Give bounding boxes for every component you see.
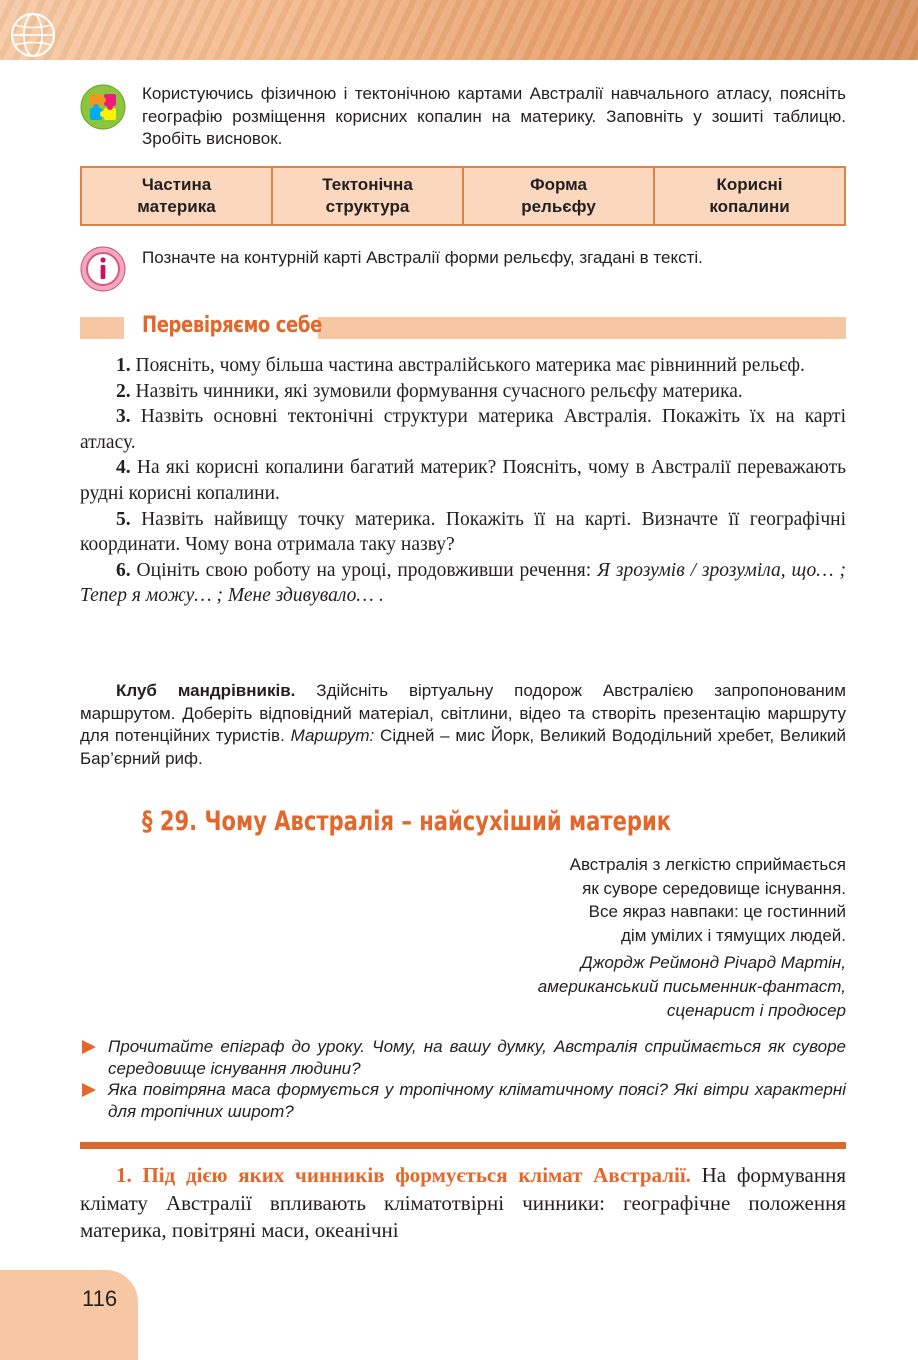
table-header-cell: Тектонічна структура xyxy=(272,167,463,225)
epigraph-author: сценарист і продюсер xyxy=(666,1000,846,1020)
route-text: Сідней – мис Йорк, Великий Вододільний хребет, Великий Бар’єрний риф. xyxy=(80,726,846,768)
page-number: 116 xyxy=(82,1286,118,1311)
arrow-bullet-icon xyxy=(82,1083,96,1097)
body-text: На формування клімату Австралії впливають кліматотвірні чинники: географічне положення материка, повітряні маси, океанічні xyxy=(80,1163,846,1242)
question-item: 2. Назвіть чинники, які зумовили формування сучасного рельєфу материка. xyxy=(116,380,743,402)
task-atlas-text: Користуючись фізичною і тектонічною картами Австралії навчального атласу, поясніть географію розміщення корисних копалин на материку. Заповніть у зошиті таблицю. Зробіть висновок. xyxy=(142,84,846,148)
section-title: Перевіряємо себе xyxy=(142,313,322,338)
section-bar-right xyxy=(318,317,846,339)
page-tab xyxy=(0,1270,138,1360)
map-texture xyxy=(0,0,918,60)
epigraph-author: американський письменник-фантаст, xyxy=(537,976,846,996)
minerals-table xyxy=(80,166,846,226)
subsection-heading: 1. Під дією яких чинників формується клімат Австралії. xyxy=(116,1163,691,1187)
table-header-cell: Частина материка xyxy=(81,167,272,225)
travelers-club xyxy=(80,680,846,770)
epigraph xyxy=(346,853,846,1022)
question-item: 5. Назвіть найвищу точку материка. Покажіть її на карті. Визначте її географічні координати. Чому вона отримала таку назву? xyxy=(80,508,847,556)
review-questions xyxy=(80,353,846,609)
list-item: Прочитайте епіграф до уроку. Чому, на вашу думку, Австралія сприймається як суворе середовище існування людини? xyxy=(80,1036,846,1079)
body-paragraph xyxy=(80,1162,846,1245)
question-item: 6. Оцініть свою роботу на уроці, продовживши речення: Я зрозумів / зрозуміла, що… ; Тепер я можу… ; Мене здивувало… . xyxy=(80,559,847,607)
section-bar-left xyxy=(80,317,124,339)
list-item: Яка повітряна маса формується у тропічному кліматичному поясі? Які вітри характерні для тропічних широт? xyxy=(80,1079,846,1122)
club-label: Клуб мандрівників. xyxy=(116,681,296,700)
globe-icon xyxy=(8,10,58,60)
divider xyxy=(80,1142,846,1149)
epigraph-line: дім умілих і тямущих людей. xyxy=(621,925,846,945)
table-header-cell: Форма рельєфу xyxy=(463,167,654,225)
question-item: 4. На які корисні копалини багатий материк? Поясніть, чому в Австралії переважають рудні корисні копалини. xyxy=(80,457,846,504)
info-icon xyxy=(80,246,126,292)
puzzle-icon xyxy=(80,84,126,130)
question-item: 3. Назвіть основні тектонічні структури материка Австралія. Покажіть їх на карті атласу. xyxy=(80,406,846,453)
epigraph-author: Джордж Реймонд Річард Мартін, xyxy=(580,953,846,973)
club-text: Здійсніть віртуальну подорож Австралією запропонованим маршрутом. Доберіть відповідний матеріал, світлини, відео та створіть презентацію маршруту для потенційних туристів. xyxy=(80,681,846,745)
table-header-cell: Корисні копалини xyxy=(654,167,845,225)
question-item: 1. Поясніть, чому більша частина австралійського материка має рівнинний рельєф. xyxy=(116,355,805,376)
paragraph-title: § 29. Чому Австралія – найсухіший материк xyxy=(142,806,672,837)
epigraph-line: Все якраз навпаки: це гостинний xyxy=(588,902,846,922)
epigraph-line: як суворе середовище існування. xyxy=(582,878,846,898)
arrow-bullet-icon xyxy=(82,1040,96,1054)
task-contour-map-text: Позначте на контурній карті Австралії форми рельєфу, згадані в тексті. xyxy=(142,248,703,267)
header-band xyxy=(0,0,918,60)
warmup-questions xyxy=(80,1036,846,1122)
route-label: Маршрут: xyxy=(290,726,375,745)
epigraph-line: Австралія з легкістю сприймається xyxy=(569,855,846,874)
table-header-row xyxy=(81,167,845,225)
